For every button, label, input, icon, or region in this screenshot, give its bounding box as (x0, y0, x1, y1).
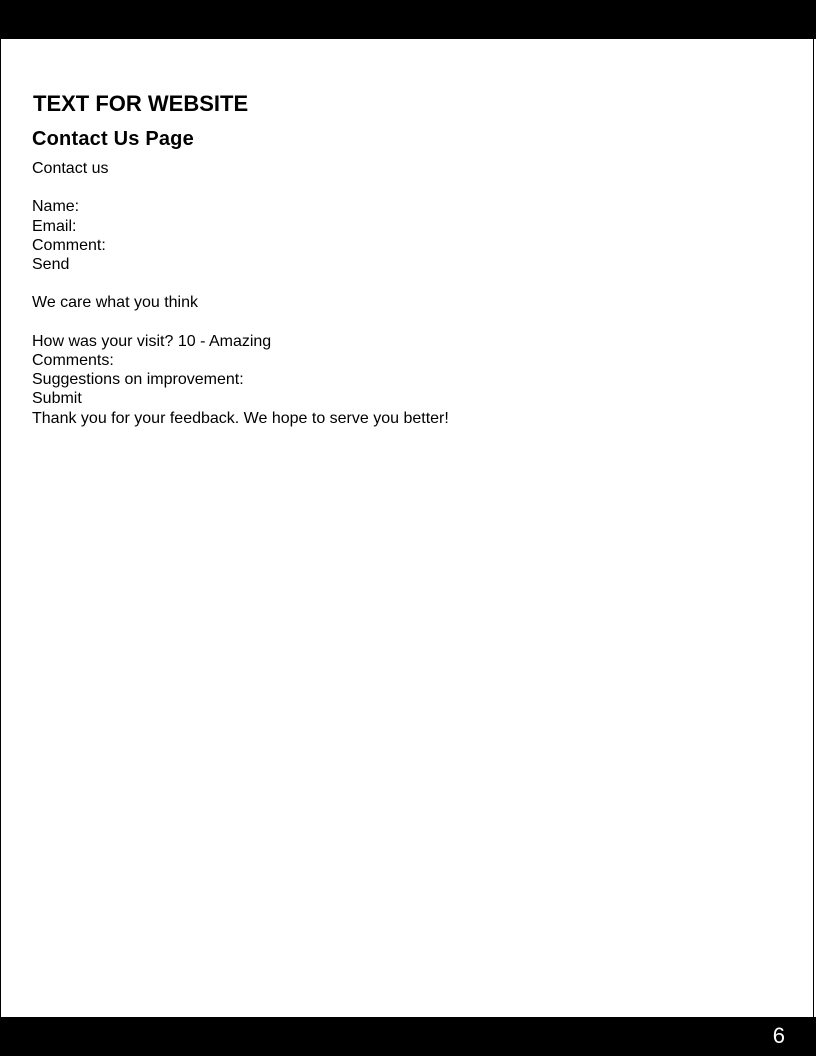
name-label: Name: (32, 198, 80, 216)
right-border (813, 39, 814, 1017)
comments-label: Comments: (32, 351, 114, 369)
spacer (32, 178, 772, 197)
top-black-bar (0, 0, 816, 39)
spacer (32, 313, 772, 332)
contact-heading: Contact us (32, 160, 109, 177)
page-content (32, 88, 772, 428)
section-title: Contact Us Page (32, 128, 194, 150)
suggestions-label: Suggestions on improvement: (32, 371, 244, 389)
thank-you-text: Thank you for your feedback. We hope to serve you better! (32, 409, 449, 427)
email-label: Email: (32, 217, 77, 235)
visit-question: How was your visit? 10 - Amazing (32, 332, 272, 350)
send-text: Send (32, 256, 70, 273)
left-border (0, 39, 1, 1017)
comment-label: Comment: (32, 236, 106, 254)
document-title: TEXT FOR WEBSITE (33, 91, 249, 116)
spacer (32, 274, 772, 293)
feedback-heading: We care what you think (32, 294, 199, 312)
submit-text: Submit (32, 390, 82, 408)
page-number: 6 (772, 1023, 785, 1048)
bottom-black-bar (0, 1017, 816, 1056)
